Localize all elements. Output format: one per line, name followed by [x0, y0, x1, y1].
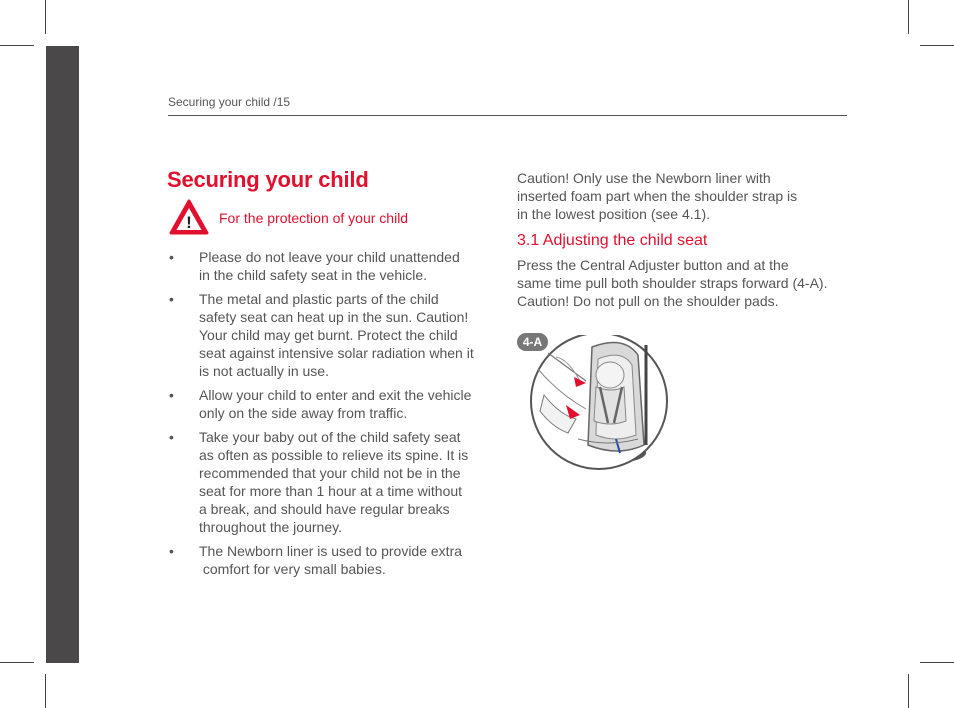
text-line: in the lowest position (see 4.1). — [517, 206, 710, 222]
bullet-line: throughout the journey. — [199, 519, 342, 535]
text-line: inserted foam part when the shoulder strap is — [517, 188, 798, 204]
bullet-line: Please do not leave your child unattended — [199, 249, 460, 265]
bullet-line: as often as possible to relieve its spine. It is — [199, 447, 469, 463]
running-header: Securing your child /15 — [168, 95, 291, 109]
list-item — [168, 428, 503, 536]
text-line: same time pull both shoulder straps forward (4-A). — [517, 275, 828, 291]
crop-mark — [908, 0, 909, 34]
bullet-line: Allow your child to enter and exit the vehicle — [199, 387, 472, 403]
text-line: Caution! Only use the Newborn liner with — [517, 170, 771, 186]
bullet-marker: • — [169, 249, 174, 265]
bullet-marker: • — [169, 429, 174, 445]
crop-mark — [920, 662, 954, 663]
bullet-line: in the child safety seat in the vehicle. — [199, 267, 428, 283]
text-line: Caution! Do not pull on the shoulder pads. — [517, 293, 779, 309]
bullet-line: The metal and plastic parts of the child — [199, 291, 439, 307]
bullet-line: recommended that your child not be in the — [199, 465, 461, 481]
caution-paragraph — [517, 169, 852, 223]
crop-mark — [0, 45, 34, 46]
list-item — [168, 386, 503, 422]
bullet-line: Take your baby out of the child safety seat — [199, 429, 461, 445]
child-seat-illustration — [528, 335, 678, 475]
warning-label: For the protection of your child — [219, 210, 409, 226]
bullet-line: seat against intensive solar radiation when it — [199, 345, 474, 361]
bullet-marker: • — [169, 543, 174, 559]
list-item — [168, 542, 503, 578]
crop-mark — [45, 0, 46, 34]
instruction-paragraph — [517, 256, 852, 310]
safety-bullet-list — [168, 248, 503, 584]
warning-icon — [169, 199, 209, 235]
list-item — [168, 248, 503, 284]
bullet-marker: • — [169, 291, 174, 307]
page-sidebar-band — [46, 46, 79, 663]
section-heading: 3.1 Adjusting the child seat — [517, 232, 708, 249]
crop-mark — [0, 662, 34, 663]
list-item — [168, 290, 503, 380]
bullet-line: only on the side away from traffic. — [199, 405, 408, 421]
bullet-line: safety seat can heat up in the sun. Caution! — [199, 309, 469, 325]
crop-mark — [45, 674, 46, 708]
page-title: Securing your child — [167, 167, 369, 192]
crop-mark — [920, 45, 954, 46]
bullet-line: seat for more than 1 hour at a time without — [199, 483, 463, 499]
bullet-line: The Newborn liner is used to provide extra — [199, 543, 463, 559]
bullet-line: Your child may get burnt. Protect the child — [199, 327, 458, 343]
header-rule — [168, 115, 847, 116]
figure-label-badge: 4-A — [517, 333, 548, 351]
bullet-line: comfort for very small babies. — [199, 561, 386, 577]
bullet-marker: • — [169, 387, 174, 403]
text-line: Press the Central Adjuster button and at the — [517, 257, 789, 273]
warning-glyph: ! — [186, 213, 192, 232]
bullet-line: a break, and should have regular breaks — [199, 501, 450, 517]
bullet-line: is not actually in use. — [199, 363, 329, 379]
crop-mark — [908, 674, 909, 708]
